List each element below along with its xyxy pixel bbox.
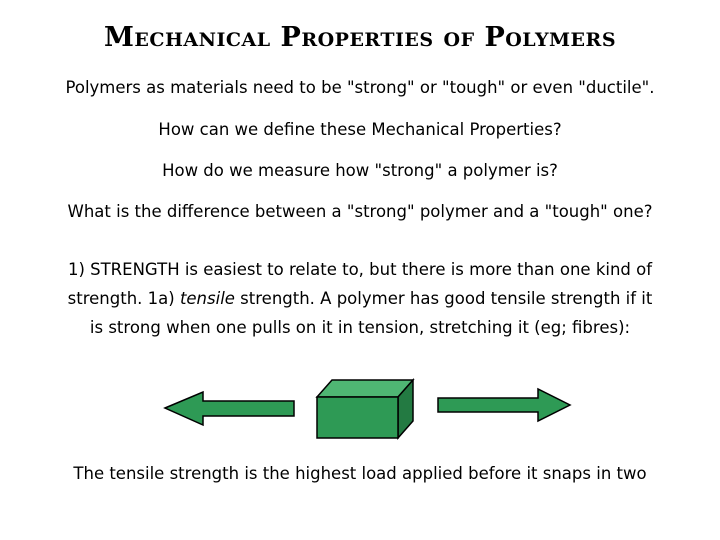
strength-line-2-end: strength. A polymer has good tensile strength if it — [234, 289, 653, 308]
tensile-term: tensile — [179, 289, 235, 308]
right-arrow-icon — [438, 389, 570, 421]
strength-line-3: is strong when one pulls on it in tension, stretching it (eg; fibres): — [89, 318, 631, 337]
question-ductile: Polymers as materials need to be "strong" or "tough" or even "ductile". — [65, 78, 655, 97]
footer-text: The tensile strength is the highest load applied before it snaps in two — [73, 464, 647, 483]
question-define: How can we define these Mechanical Properties? — [158, 120, 562, 139]
block-front-face — [317, 397, 398, 438]
strength-paragraph — [14, 255, 706, 342]
question-difference: What is the difference between a "strong" polymer and a "tough" one? — [67, 202, 653, 221]
strength-line-2 — [14, 284, 706, 313]
left-arrow-icon — [165, 392, 294, 425]
page-title: Mechanical Properties of Polymers — [103, 22, 617, 53]
strength-line-1: 1) STRENGTH is easiest to relate to, but there is more than one kind of — [67, 260, 653, 279]
tensile-figure — [160, 370, 580, 442]
block-top-face — [317, 380, 413, 397]
question-measure: How do we measure how "strong" a polymer is? — [162, 161, 558, 180]
strength-line-2-start: strength. 1a) — [67, 289, 180, 308]
